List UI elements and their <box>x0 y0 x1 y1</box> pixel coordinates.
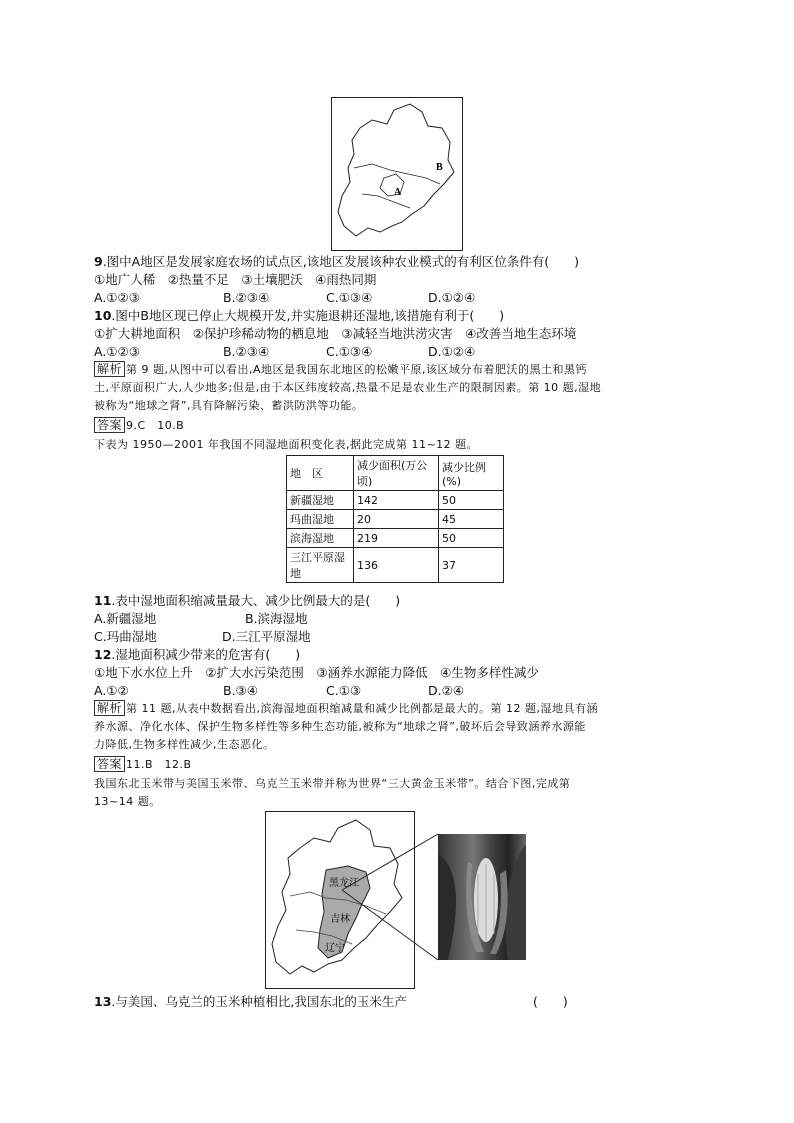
table-cell: 45 <box>439 510 504 529</box>
option-a[interactable]: A.新疆湿地 <box>94 611 157 626</box>
option-c[interactable]: C.①③④ <box>326 290 373 305</box>
question-11-stem <box>94 592 400 609</box>
answer-11-12 <box>94 756 192 774</box>
question-10-stem <box>94 307 504 324</box>
question-9-items: ①地广人稀 ②热量不足 ③土壤肥沃 ④雨热同期 <box>94 272 377 287</box>
table-intro: 下表为 1950—2001 年我国不同湿地面积变化表,据此完成第 11~12 题。 <box>94 438 479 451</box>
option-b[interactable]: B.滨海湿地 <box>245 611 308 626</box>
question-12-options <box>94 682 464 699</box>
option-a[interactable]: A.①②③ <box>94 344 140 359</box>
label-heilongjiang: 黑龙江 <box>329 878 359 889</box>
option-d[interactable]: D.三江平原湿地 <box>222 629 311 644</box>
table-cell: 滨海湿地 <box>287 529 354 548</box>
question-9-options <box>94 289 475 306</box>
question-text: .表中湿地面积缩减量最大、减少比例最大的是( ) <box>111 593 401 608</box>
province-border-2 <box>362 194 410 208</box>
answer-tag: 答案 <box>94 756 125 772</box>
analysis-line: 解析 第 9 题,从图中可以看出,A地区是我国东北地区的松嫩平原,该区域分布着肥沃的黑土和黑钙 <box>94 361 601 379</box>
option-b[interactable]: B.②③④ <box>223 290 270 305</box>
label-liaoning: 辽宁 <box>325 943 345 954</box>
question-10-items: ①扩大耕地面积 ②保护珍稀动物的栖息地 ③减轻当地洪涝灾害 ④改善当地生态环境 <box>94 326 577 341</box>
table-header-row <box>287 456 504 491</box>
option-c[interactable]: C.玛曲湿地 <box>94 629 157 644</box>
question-11-options-row1 <box>94 610 308 627</box>
label-jilin: 吉林 <box>330 914 350 925</box>
question-12-stem <box>94 646 300 663</box>
analysis-line: 养水源、净化水体、保护生物多样性等多种生态功能,被称为“地球之肾”,破坏后会导致涵养水源能 <box>94 720 586 733</box>
question-text: .图中B地区现已停止大规模开发,并实施退耕还湿地,该措施有利于( ) <box>111 308 505 323</box>
question-9-stem <box>94 253 579 270</box>
table-cell: 50 <box>439 529 504 548</box>
analysis-line: 力降低,生物多样性减少,生态恶化。 <box>94 738 275 751</box>
table-cell: 玛曲湿地 <box>287 510 354 529</box>
northeast-map-1-svg <box>332 98 462 250</box>
answer-9-10 <box>94 417 184 435</box>
question-10-options <box>94 343 475 360</box>
table-cell: 三江平原湿地 <box>287 548 354 583</box>
question-text: .湿地面积减少带来的危害有( ) <box>111 647 301 662</box>
map-label-a: A <box>394 187 402 198</box>
wetland-table <box>286 455 504 583</box>
question-number: 13 <box>94 994 112 1009</box>
table-cell: 142 <box>354 491 439 510</box>
answer-text: 9.C 10.B <box>126 419 185 432</box>
option-c[interactable]: C.①③④ <box>326 344 373 359</box>
analysis-line: 被称为“地球之肾”,具有降解污染、蓄洪防洪等功能。 <box>94 399 364 412</box>
question-11-options-row2 <box>94 628 311 645</box>
analysis-9-10 <box>94 361 601 415</box>
question-text: .与美国、乌克兰的玉米种植相比,我国东北的玉米生产 <box>111 994 407 1009</box>
analysis-tag: 解析 <box>94 700 125 716</box>
corn-photo-svg <box>438 834 526 960</box>
table-row <box>287 529 504 548</box>
table-row <box>287 491 504 510</box>
table-cell: 219 <box>354 529 439 548</box>
corn-photo <box>438 834 526 960</box>
option-d[interactable]: D.①②④ <box>428 344 476 359</box>
table-header-cell: 减少比例(%) <box>439 456 504 491</box>
option-c[interactable]: C.①③ <box>326 683 362 698</box>
answer-tag: 答案 <box>94 417 125 433</box>
analysis-11-12 <box>94 700 598 754</box>
wetland-table-wrapper <box>286 455 504 583</box>
question-number: 9 <box>94 254 103 269</box>
table-row <box>287 548 504 583</box>
option-a[interactable]: A.①② <box>94 683 129 698</box>
answer-text: 11.B 12.B <box>126 758 192 771</box>
option-b[interactable]: B.②③④ <box>223 344 270 359</box>
leaf-shape-2 <box>505 844 526 960</box>
question-number: 10 <box>94 308 112 323</box>
northeast-map-1 <box>331 97 463 251</box>
table-cell: 136 <box>354 548 439 583</box>
option-d[interactable]: D.①②④ <box>428 290 476 305</box>
option-a[interactable]: A.①②③ <box>94 290 140 305</box>
option-b[interactable]: B.③④ <box>223 683 258 698</box>
table-cell: 新疆湿地 <box>287 491 354 510</box>
table-cell: 50 <box>439 491 504 510</box>
corn-intro: 我国东北玉米带与美国玉米带、乌克兰玉米带并称为世界“三大黄金玉米带”。结合下图,完成第 13~14 题。 <box>94 777 571 808</box>
question-12-items: ①地下水水位上升 ②扩大水污染范围 ③涵养水源能力降低 ④生物多样性减少 <box>94 665 539 680</box>
question-13-stem <box>94 993 407 1010</box>
question-text: .图中A地区是发展家庭农场的试点区,该地区发展该种农业模式的有利区位条件有( ) <box>102 254 579 269</box>
table-header-cell: 减少面积(万公顷) <box>354 456 439 491</box>
table-cell: 37 <box>439 548 504 583</box>
analysis-tag: 解析 <box>94 361 125 377</box>
table-header-cell: 地 区 <box>287 456 354 491</box>
question-number: 12 <box>94 647 112 662</box>
analysis-line: 解析 第 11 题,从表中数据看出,滨海湿地面积缩减量和减少比例都是最大的。第 12 题,湿地具有涵 <box>94 700 598 718</box>
question-number: 11 <box>94 593 112 608</box>
option-d[interactable]: D.②④ <box>428 683 465 698</box>
callout-line-top <box>342 834 438 890</box>
map-label-b: B <box>436 162 443 173</box>
question-13-paren: ( ) <box>533 994 568 1009</box>
table-row <box>287 510 504 529</box>
leaf-shape <box>438 854 456 960</box>
callout-line-bottom <box>342 890 438 960</box>
province-border <box>354 164 440 184</box>
table-cell: 20 <box>354 510 439 529</box>
analysis-line: 土,平原面积广大,人少地多;但是,由于本区纬度较高,热量不足是农业生产的限制因素。第 10 题,湿地 <box>94 381 602 394</box>
